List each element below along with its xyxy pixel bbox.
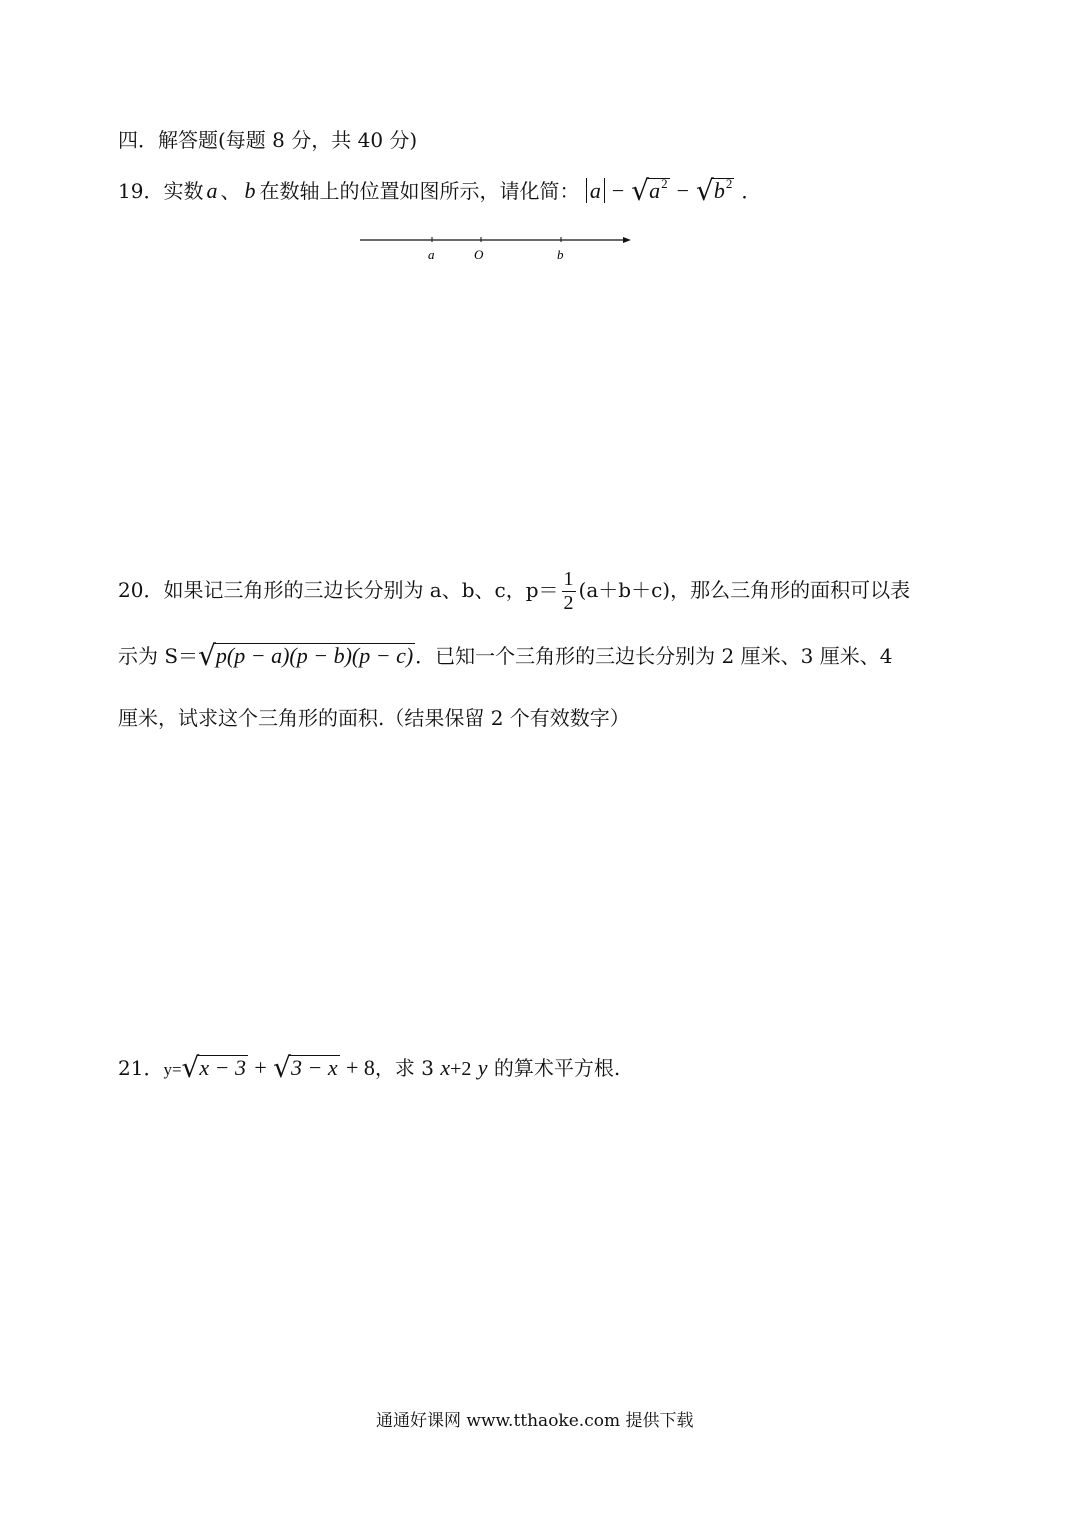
simplify-expression: $a - √a^2 - √b^2$ [586,179,742,204]
variable-x: x [440,1055,451,1080]
plus-sign: + [254,1055,267,1080]
sqrt-x-minus-3: √x − 3 [181,1051,247,1084]
question-20-line-3: 厘米，试求这个三角形的面积.（结果保留 2 个有效数字） [118,706,630,730]
sqrt-a-squared: $√a^2$ [631,174,668,207]
question-number: 19． [118,179,164,203]
question-number: 21． [118,1056,164,1080]
period: ． [741,179,762,203]
heron-radicand: p(p − a)(p − b)(p − c) [215,643,414,668]
separator: 、 [220,179,241,203]
section-title: 四．解答题(每题 8 分，共 40 分) [118,128,418,152]
question-text: 实数 [163,179,204,203]
sqrt-b-squared: $√b^2$ [696,174,733,207]
number-line-figure [355,228,640,268]
fraction-denominator: 2 [563,592,574,614]
axis-arrow-icon [623,237,631,243]
question-text: ．已知一个三角形的三边长分别为 2 厘米、3 厘米、4 [415,644,893,668]
question-text: 在数轴上的位置如图所示，请化简： [259,179,580,203]
plus-eight: + 8 [345,1055,375,1080]
question-text: 示为 S＝ [118,644,199,668]
fraction-one-half [562,568,576,615]
label-b: b [557,247,564,262]
label-a: a [428,247,435,262]
fraction-numerator: 1 [563,568,574,590]
variable-a: a [206,178,218,203]
heron-formula: √p(p − a)(p − b)(p − c) [198,639,414,672]
footer-text: 通通好课网 www.tthaoke.com 提供下载 [376,1411,694,1431]
question-text: (a＋b＋c)，那么三角形的面积可以表 [578,578,911,602]
sqrt-3-minus-x: √3 − x [273,1051,338,1084]
radicand-2: 3 − x [291,1055,338,1080]
question-20-line-1 [118,562,910,618]
variable-b: b [244,178,256,203]
question-20-line-2 [118,639,893,672]
plus-two: +2 [450,1058,472,1080]
label-o: O [474,247,484,262]
variable-y: y [477,1055,488,1080]
question-text: ，求 3 [374,1056,434,1080]
question-text: 的算术平方根. [493,1056,621,1080]
abs-a: a [586,178,605,203]
y-equals: y= [163,1060,182,1079]
radicand-1: x − 3 [199,1055,247,1080]
question-text: 如果记三角形的三边长分别为 a、b、c，p＝ [163,578,559,602]
question-19 [118,174,762,207]
question-number: 20． [118,578,164,602]
question-21 [118,1051,621,1084]
